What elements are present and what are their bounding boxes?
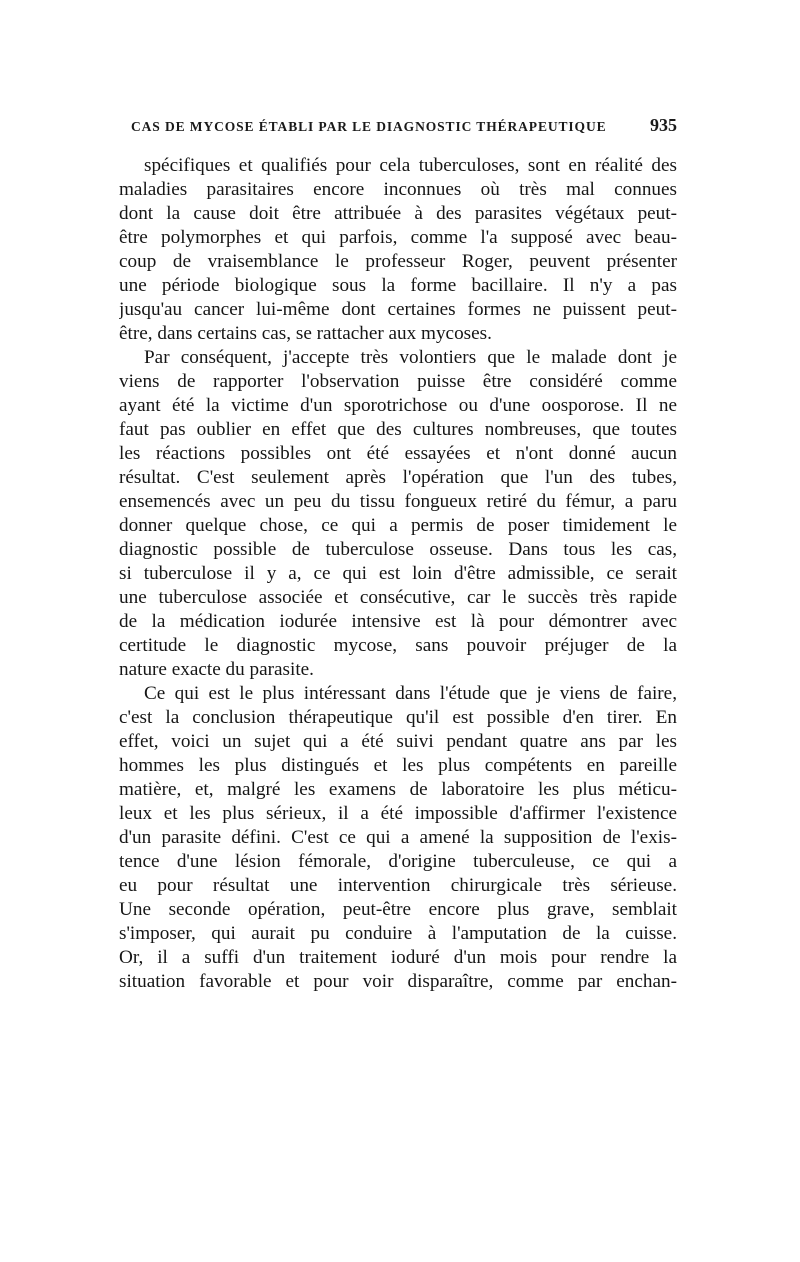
text-line: tence d'une lésion fémorale, d'origine tuberculeuse, ce qui a: [119, 851, 677, 872]
text-line: une tuberculose associée et consécutive, car le succès très rapide: [119, 587, 677, 608]
text-line: eu pour résultat une intervention chirurgicale très sérieuse.: [119, 875, 677, 896]
body-text: [119, 154, 677, 994]
text-line: certitude le diagnostic mycose, sans pouvoir préjuger de la: [119, 635, 677, 656]
text-line: Or, il a suffi d'un traitement ioduré d'un mois pour rendre la: [119, 947, 677, 968]
text-line: Par conséquent, j'accepte très volontiers que le malade dont je: [144, 347, 677, 368]
text-line: une période biologique sous la forme bacillaire. Il n'y a pas: [119, 275, 677, 296]
text-line: diagnostic possible de tuberculose osseuse. Dans tous les cas,: [119, 539, 677, 560]
text-line: maladies parasitaires encore inconnues où très mal connues: [119, 179, 677, 200]
text-line: Ce qui est le plus intéressant dans l'étude que je viens de faire,: [144, 683, 677, 704]
text-line: matière, et, malgré les examens de laboratoire les plus méticu-: [119, 779, 677, 800]
running-head-title: CAS DE MYCOSE ÉTABLI PAR LE DIAGNOSTIC THÉRAPEUTIQUE: [131, 119, 607, 134]
text-line: ayant été la victime d'un sporotrichose ou d'une oosporose. Il ne: [119, 395, 677, 416]
text-line: d'un parasite défini. C'est ce qui a amené la supposition de l'exis-: [119, 827, 677, 848]
text-line: si tuberculose il y a, ce qui est loin d'être admissible, ce serait: [119, 563, 677, 584]
text-line: donner quelque chose, ce qui a permis de poser timidement le: [119, 515, 677, 536]
text-line: situation favorable et pour voir disparaître, comme par enchan-: [119, 971, 677, 992]
text-line: s'imposer, qui aurait pu conduire à l'amputation de la cuisse.: [119, 923, 677, 944]
text-line: être polymorphes et qui parfois, comme l'a supposé avec beau-: [119, 227, 677, 248]
text-line: de la médication iodurée intensive est là pour démontrer avec: [119, 611, 677, 632]
page-number: 935: [650, 115, 677, 135]
text-line: leux et les plus sérieux, il a été impossible d'affirmer l'existence: [119, 803, 677, 824]
text-line: résultat. C'est seulement après l'opération que l'un des tubes,: [119, 467, 677, 488]
text-line: ensemencés avec un peu du tissu fongueux retiré du fémur, a paru: [119, 491, 677, 512]
running-head: [131, 115, 677, 137]
text-line: les réactions possibles ont été essayées et n'ont donné aucun: [119, 443, 677, 464]
text-line: viens de rapporter l'observation puisse être considéré comme: [119, 371, 677, 392]
text-line: effet, voici un sujet qui a été suivi pendant quatre ans par les: [119, 731, 677, 752]
text-line: Une seconde opération, peut-être encore plus grave, semblait: [119, 899, 677, 920]
text-line: spécifiques et qualifiés pour cela tuberculoses, sont en réalité des: [144, 155, 677, 176]
text-line: hommes les plus distingués et les plus compétents en pareille: [119, 755, 677, 776]
text-line: être, dans certains cas, se rattacher aux mycoses.: [119, 323, 492, 344]
text-line: faut pas oublier en effet que des cultures nombreuses, que toutes: [119, 419, 677, 440]
text-line: dont la cause doit être attribuée à des parasites végétaux peut-: [119, 203, 677, 224]
text-line: nature exacte du parasite.: [119, 659, 314, 680]
text-line: jusqu'au cancer lui-même dont certaines formes ne puissent peut-: [119, 299, 677, 320]
text-line: c'est la conclusion thérapeutique qu'il est possible d'en tirer. En: [119, 707, 677, 728]
text-line: coup de vraisemblance le professeur Roger, peuvent présenter: [119, 251, 677, 272]
